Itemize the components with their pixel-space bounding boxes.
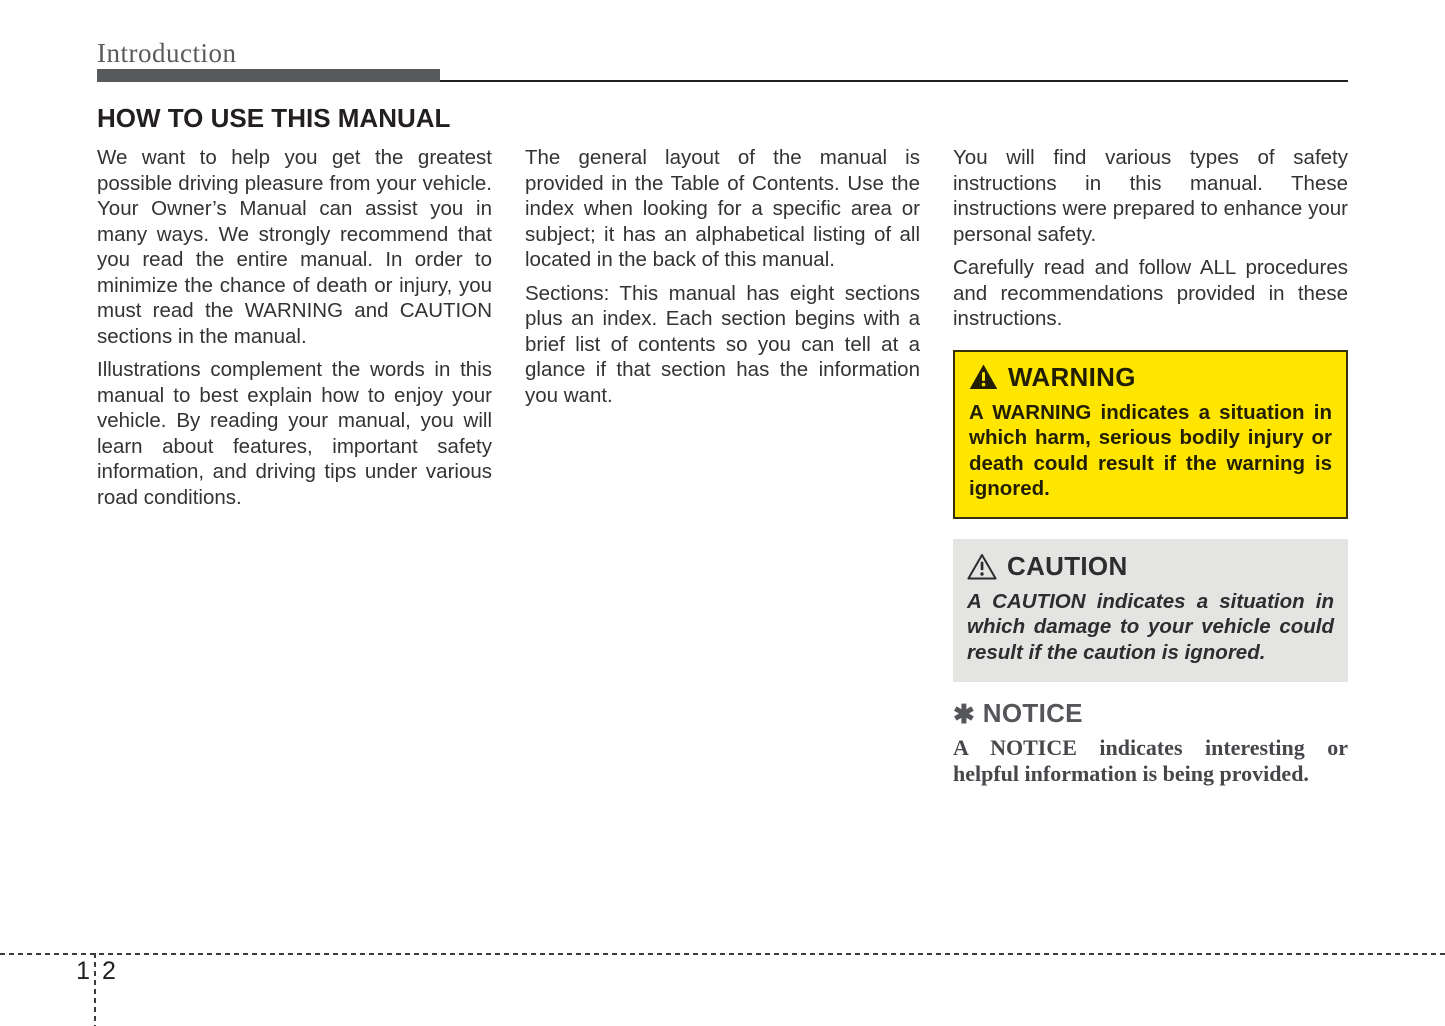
section-label: Introduction — [97, 38, 237, 68]
warning-triangle-outline-icon — [967, 553, 997, 580]
caution-box — [953, 539, 1348, 683]
notice-body: A NOTICE indicates interesting or helpful information is being provided. — [953, 735, 1348, 786]
body-paragraph: Sections: This manual has eight sections plus an index. Each section begins with a brief list of contents so you can tell at a glance if that section has the information you want. — [525, 281, 920, 407]
caution-body: A CAUTION indicates a situation in which damage to your vehicle could result if the caution is ignored. — [967, 589, 1334, 664]
three-column-layout — [97, 145, 1348, 787]
header-rule — [97, 69, 1348, 82]
caution-box-header — [967, 551, 1334, 582]
notice-section — [953, 698, 1348, 787]
notice-header — [953, 698, 1348, 729]
section-number: 1 — [76, 957, 90, 985]
body-paragraph: We want to help you get the greatest possible driving pleasure from your vehicle. Your Owner’s Manual can assist you in many ways. We strongly recommend that you read the entire manual. In order to minimize the chance of death or injury, you must read the WARNING and CAUTION sections in the manual. — [97, 146, 492, 348]
body-paragraph: Carefully read and follow ALL procedures and recommendations provided in these instructions. — [953, 256, 1348, 330]
page-title: HOW TO USE THIS MANUAL — [97, 103, 451, 133]
column-2 — [525, 145, 920, 787]
caution-title: CAUTION — [1007, 550, 1128, 581]
page-number: 2 — [102, 957, 116, 985]
manual-page — [97, 38, 1348, 787]
footer-crop-mark — [94, 953, 96, 1026]
warning-title: WARNING — [1008, 361, 1136, 392]
body-paragraph: The general layout of the manual is provided in the Table of Contents. Use the index when looking for a specific area or subject; it has an alphabetical listing of all located in the back of this manual. — [525, 146, 920, 271]
warning-box — [953, 350, 1348, 519]
column-3 — [953, 145, 1348, 787]
notice-title: NOTICE — [982, 698, 1083, 728]
header-rule-line — [440, 80, 1348, 82]
warning-box-header — [969, 362, 1332, 393]
body-paragraph: Illustrations complement the words in this manual to best explain how to enjoy your vehicle. By reading your manual, you will learn about features, important safety information, and driving tips under various road conditions. — [97, 358, 492, 509]
header-rule-bar — [97, 69, 440, 82]
column-1 — [97, 145, 492, 787]
warning-triangle-filled-icon — [969, 364, 998, 390]
body-paragraph: You will find various types of safety instructions in this manual. These instructions were prepared to enhance your personal safety. — [953, 146, 1348, 246]
warning-body: A WARNING indicates a situation in which harm, serious bodily injury or death could result if the warning is ignored. — [969, 400, 1332, 500]
asterisk-icon: ✱ — [953, 698, 975, 729]
footer-dashed-line — [0, 953, 1445, 955]
